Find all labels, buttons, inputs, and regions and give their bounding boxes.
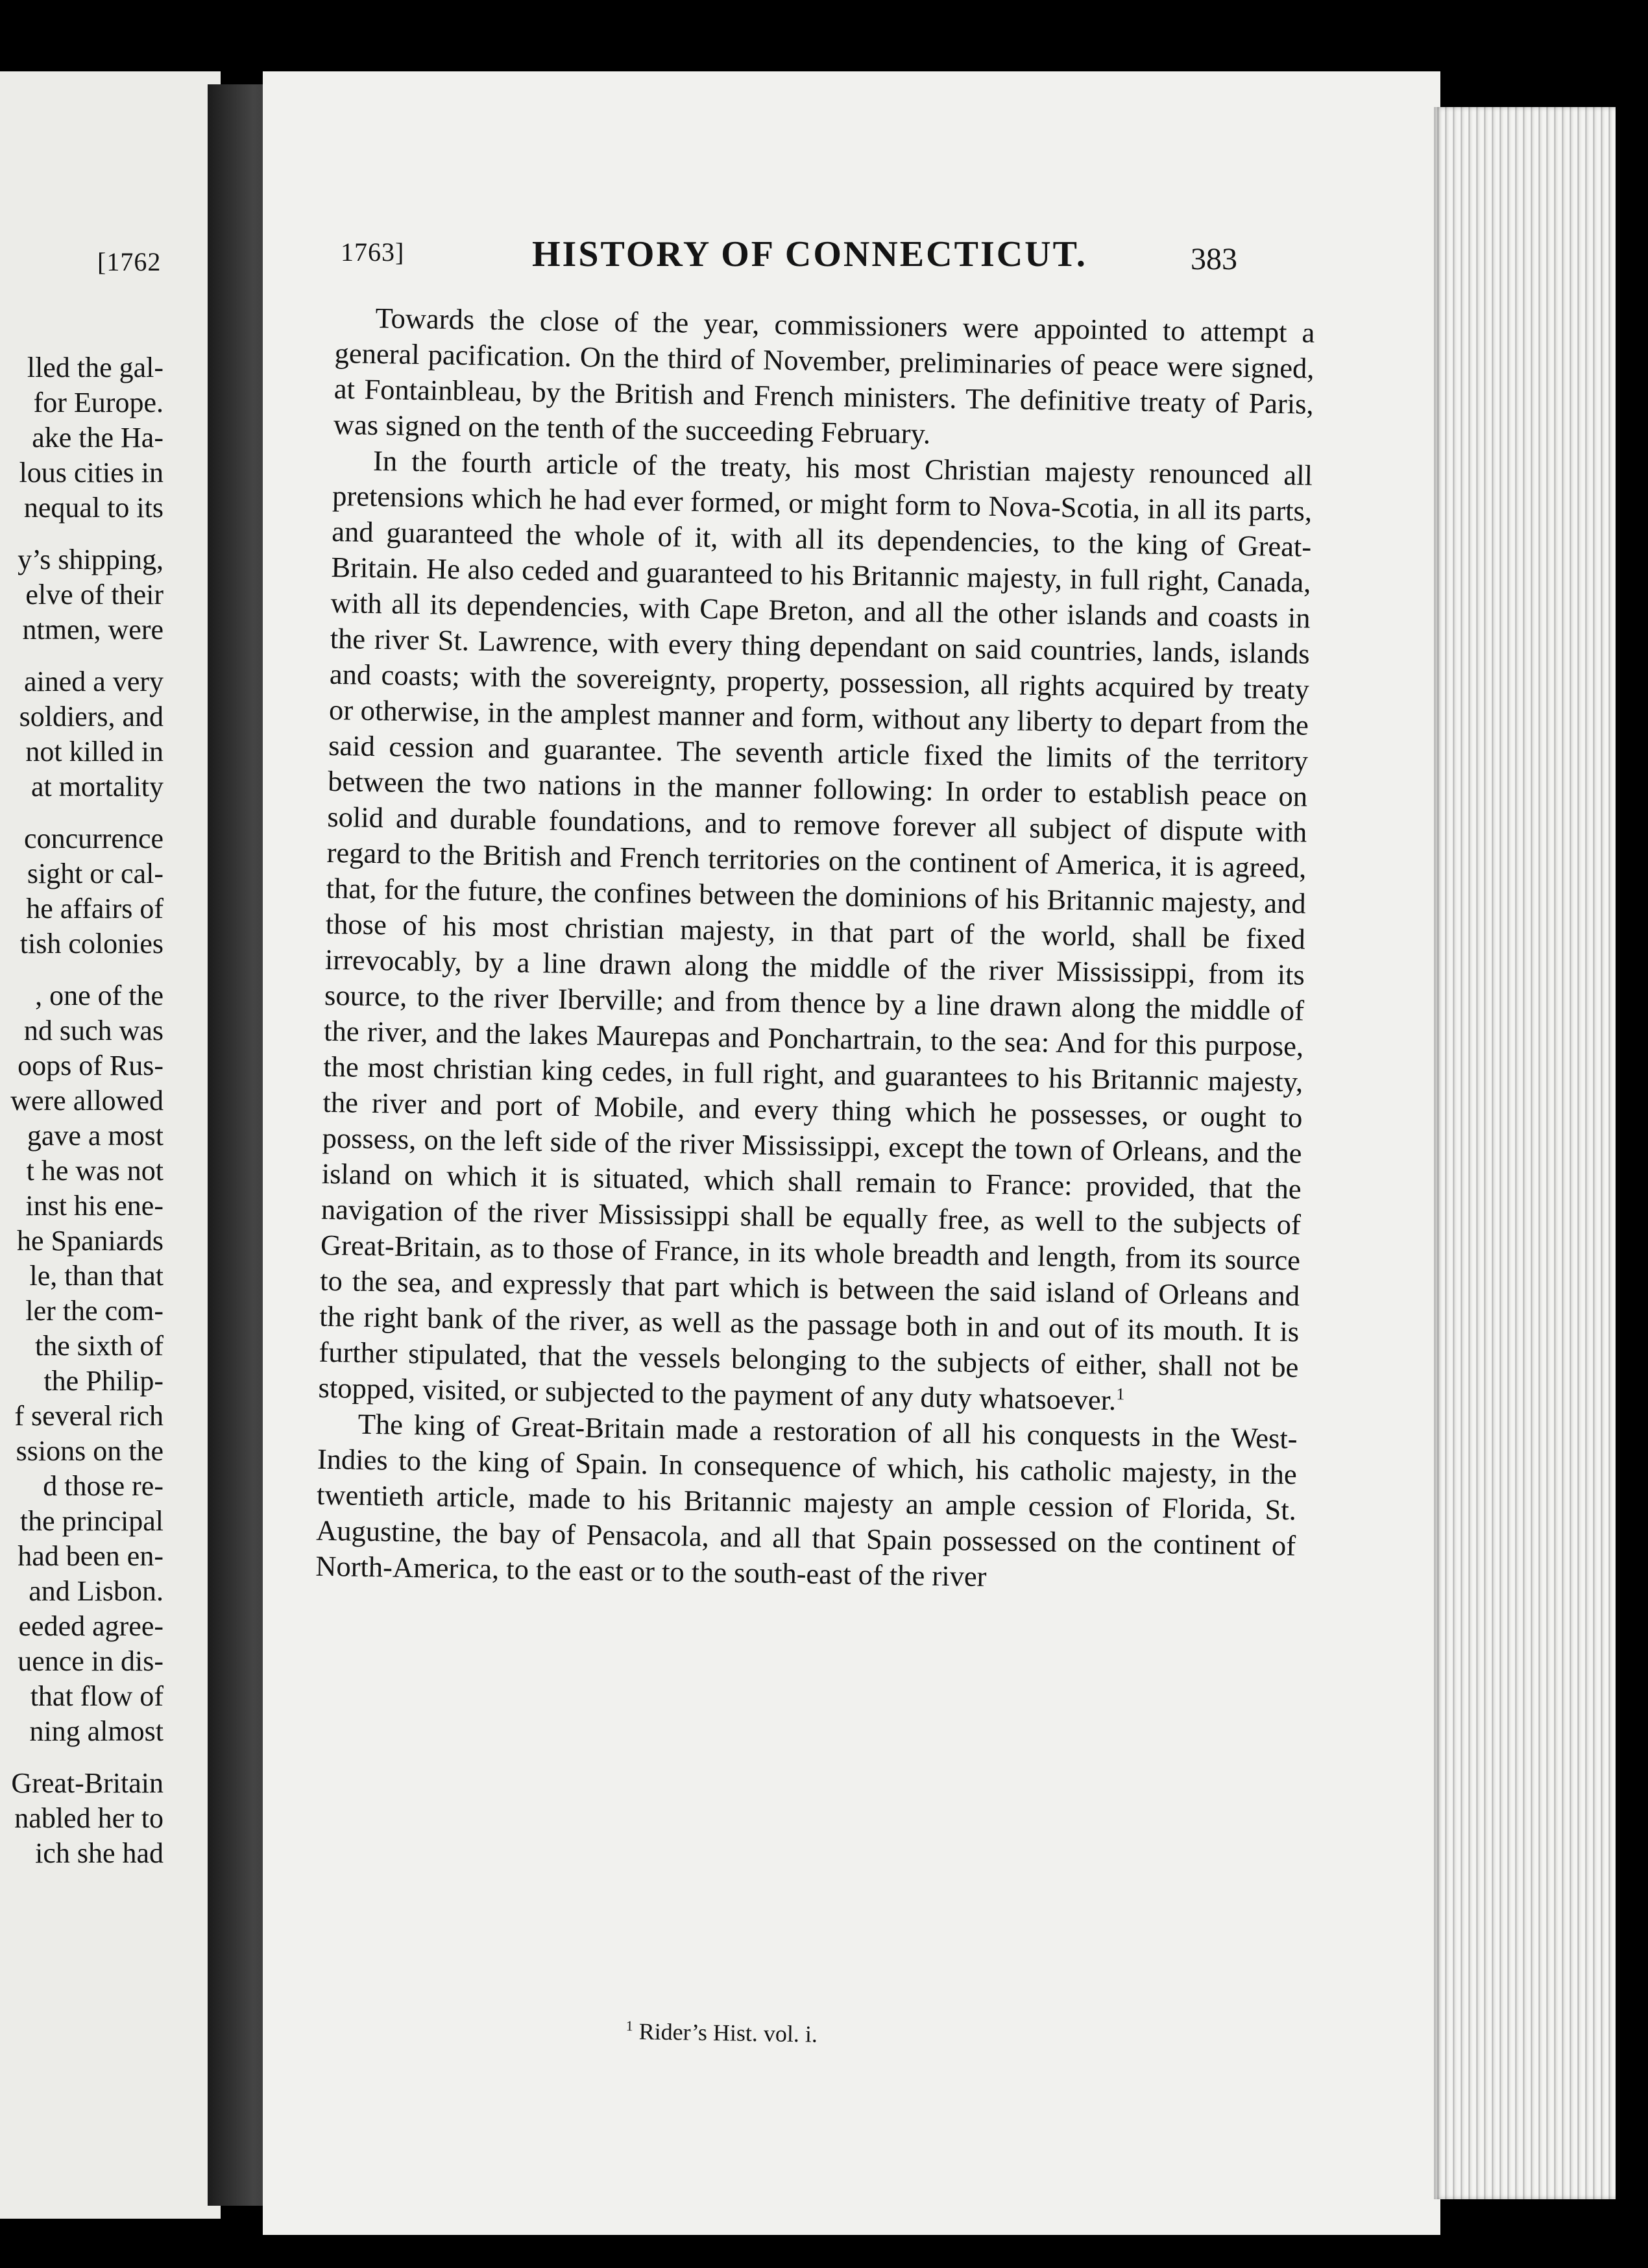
left-page-line: , one of the bbox=[35, 980, 164, 1011]
left-page-line: at mortality bbox=[30, 771, 164, 802]
left-page bbox=[0, 71, 221, 2219]
left-page-line: the Philip- bbox=[43, 1365, 164, 1397]
left-page-line: ained a very bbox=[24, 666, 164, 697]
paragraph-text: In the fourth article of the treaty, his most Christian majesty renounced all pretensions which he had ever formed, or might form to Nova-Scotia, in all its parts, and guaranteed the whole of it, with all its dependencies, to the king of Great-Britain. He also ceded and guaranteed to his Britannic majesty, in full right, Canada, with all its dependencies, with Cape Breton, and all the other islands and coasts in the river St. Lawrence, with every thing dependant on said countries, lands, islands and coasts; with the sovereignty, property, possession, all rights acquired by treaty or otherwise, in the amplest manner and form, without any liberty to depart from the said cession and guarantee. The seventh article fixed the limits of the territory between the two nations in the manner following: In order to establish peace on solid and durable foundations, and to remove forever all subject of dispute with regard to the British and French territories on the continent of America, it is agreed, that, for the future, the confines between the dominions of his Britannic majesty, and those of his most christian majesty, in that part of the world, shall be fixed irrevocably, by a line drawn along the middle of the river Mississippi, from its source, to the river Iberville; and from thence by a line drawn along the middle of the river, and the lakes Maurepas and Ponchartrain, to the sea: And for this purpose, the most christian king cedes, in full right, and guarantees to his Britannic majesty, the river and port of Mobile, and every thing which he possesses, or ought to possess, on the left side of the river Mississippi, except the town of Orleans, and the island on which it is situated, which shall remain to France: provided, that the navigation of the river Mississippi shall be equally free, as well to the subjects of Great-Britain, as to those of France, in its whole breadth and length, from its source to the sea, and expressly that part which is between the said island of Orleans and the right bank of the river, as well as the passage both in and out of its mouth. It is further stipulated, that the vessels belonging to the subjects of either, shall not be stopped, visited, or subjected to the payment of any duty whatsoever. bbox=[318, 444, 1313, 1417]
left-page-line: tish colonies bbox=[19, 928, 164, 959]
left-page-line: nequal to its bbox=[23, 492, 164, 524]
left-page-line: elve of their bbox=[25, 579, 164, 610]
left-page-line: lled the gal- bbox=[27, 352, 164, 383]
left-page-line: uence in dis- bbox=[18, 1645, 164, 1677]
running-head-title: HISTORY OF CONNECTICUT. bbox=[532, 234, 1087, 274]
left-page-line: ake the Ha- bbox=[32, 422, 164, 453]
left-page-line: ich she had bbox=[35, 1837, 164, 1869]
left-page-line: not killed in bbox=[25, 736, 164, 767]
left-page-line: for Europe. bbox=[33, 387, 164, 418]
left-page-line: soldiers, and bbox=[19, 701, 164, 732]
left-page-line: nabled her to bbox=[14, 1802, 164, 1834]
left-page-line: inst his ene- bbox=[25, 1190, 164, 1222]
left-page-line: nd such was bbox=[23, 1015, 164, 1046]
left-page-line: had been en- bbox=[18, 1540, 164, 1572]
left-page-text bbox=[0, 350, 164, 1871]
left-page-line: f several rich bbox=[14, 1400, 164, 1432]
paragraph: Towards the close of the year, commissioners were appointed to attempt a general pacification. On the third of November, preliminaries of peace were signed, at Fontainbleau, by the British and French ministers. The definitive treaty of Paris, was signed on the tenth of the succeeding February. bbox=[333, 301, 1315, 450]
footnote bbox=[625, 2018, 1145, 2053]
right-page bbox=[263, 71, 1440, 2235]
page-number: 383 bbox=[1191, 242, 1237, 276]
running-head-year: 1763] bbox=[341, 237, 405, 267]
left-page-line: sight or cal- bbox=[27, 858, 164, 889]
left-page-line: were allowed bbox=[10, 1085, 164, 1116]
footnote-text: Rider’s Hist. vol. i. bbox=[638, 2018, 818, 2047]
left-page-line: lous cities in bbox=[19, 457, 164, 489]
left-page-line: t he was not bbox=[26, 1155, 164, 1187]
left-page-line: oops of Rus- bbox=[18, 1050, 164, 1081]
footnote-mark: 1 bbox=[625, 2018, 633, 2034]
left-page-line: ler the com- bbox=[25, 1295, 164, 1327]
left-page-line: and Lisbon. bbox=[29, 1575, 164, 1607]
left-page-header: [1762 bbox=[97, 247, 162, 276]
left-page-line: he affairs of bbox=[26, 893, 164, 924]
page-fore-edge bbox=[1434, 107, 1616, 2199]
left-page-line: ssions on the bbox=[16, 1435, 164, 1467]
left-page-line: ning almost bbox=[29, 1715, 164, 1747]
left-page-line: the principal bbox=[19, 1505, 164, 1537]
left-page-line: y’s shipping, bbox=[18, 544, 164, 575]
left-page-line: that flow of bbox=[30, 1680, 164, 1712]
left-page-line: Great-Britain bbox=[11, 1767, 164, 1799]
running-head bbox=[263, 71, 1440, 292]
left-page-line: gave a most bbox=[27, 1120, 164, 1152]
left-page-line: the sixth of bbox=[35, 1330, 164, 1362]
left-page-line: ntmen, were bbox=[22, 614, 164, 645]
left-page-line: le, than that bbox=[29, 1260, 164, 1292]
left-page-line: he Spaniards bbox=[16, 1225, 164, 1257]
body-text bbox=[315, 300, 1315, 1599]
left-page-line: d those re- bbox=[43, 1470, 164, 1502]
footnote-reference: 1 bbox=[1116, 1384, 1125, 1404]
left-page-line: concurrence bbox=[24, 823, 164, 854]
paragraph: The king of Great-Britain made a restoration of all his conquests in the West-Indies to the king of Spain. In consequence of which, his catholic majesty, in the twentieth article, made to his Britannic majesty an ample cession of Florida, St. Augustine, the bay of Pensacola, and all that Spain possessed on the continent of North-America, to the east or to the south-east of the river bbox=[315, 1407, 1298, 1593]
paragraph bbox=[318, 442, 1313, 1421]
left-page-line: eeded agree- bbox=[18, 1610, 164, 1642]
